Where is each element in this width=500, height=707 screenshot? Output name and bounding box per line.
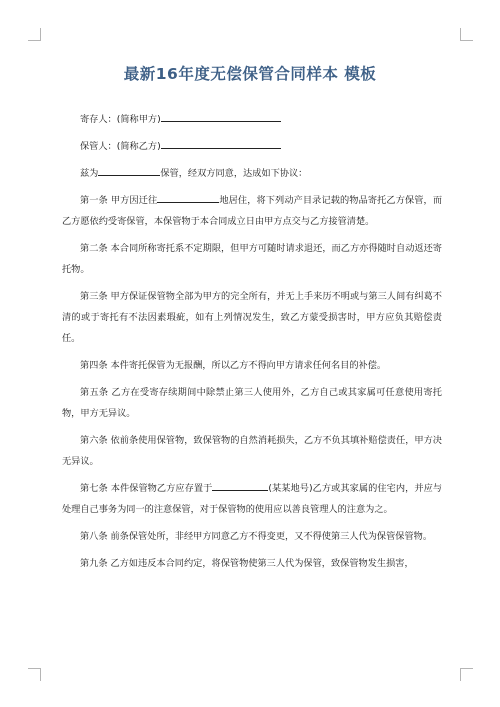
page-corner-mark-top-right [460, 28, 473, 41]
intro-paragraph [62, 163, 442, 184]
article-7-suffix: (某某地号)乙方或其家属的住宅内，并应与处理自己事务为同一的注意保管，对于保管物的使用应以善良管理人的注意为之。 [62, 483, 442, 515]
article-8: 第八条 前条保管处所，非经甲方同意乙方不得变更，又不得使第三人代为保管保管物。 [80, 531, 433, 542]
depositor-label: 寄存人：(简称甲方) [80, 114, 161, 125]
article-5: 第五条 乙方在受寄存续期间中除禁止第三人使用外，乙方自己或其家属可任意使用寄托物，甲方无异议。 [62, 387, 442, 419]
page-corner-mark-bottom-left [28, 668, 41, 681]
article-7-blank[interactable] [212, 482, 268, 491]
document-title: 最新16年度无偿保管合同样本 模板 [123, 65, 377, 83]
page-corner-mark-bottom-right [460, 668, 473, 681]
article-9: 第九条 乙方如违反本合同约定，将保管物使第三人代为保管，致保管物发生损害， [80, 558, 414, 569]
article-4: 第四条 本件寄托保管为无报酬，所以乙方不得向甲方请求任何名目的补偿。 [80, 360, 387, 371]
article-1-suffix: 地居住，将下列动产目录记载的物品寄托乙方保管，而乙方愿依约受寄保管，本保管物于本合同成立日由甲方点交与乙方接管清楚。 [62, 195, 443, 227]
article-1-prefix: 第一条 甲方因迁往 [80, 195, 158, 206]
depositor-line [62, 109, 442, 130]
document-body [62, 109, 442, 574]
article-1 [62, 190, 442, 232]
page-corner-mark-top-left [28, 28, 41, 41]
article-7-prefix: 第七条 本件保管物乙方应存置于 [80, 483, 213, 494]
keeper-label: 保管人：(简称乙方) [80, 141, 161, 152]
intro-suffix: 保管，经双方同意，达成如下协议： [160, 168, 308, 179]
article-2: 第二条 本合同所称寄托系不定期限，但甲方可随时请求退还，而乙方亦得随时自动返还寄托物。 [62, 243, 442, 275]
intro-blank[interactable] [98, 167, 160, 176]
depositor-blank[interactable] [161, 113, 281, 122]
article-6: 第六条 依前条使用保管物，致保管物的自然消耗损失，乙方不负其填补赔偿责任，甲方决无异议。 [62, 435, 442, 467]
keeper-blank[interactable] [161, 140, 281, 149]
intro-prefix: 兹为 [80, 168, 99, 179]
keeper-line [62, 136, 442, 157]
article-3: 第三条 甲方保证保管物全部为甲方的完全所有，并无上手来历不明或与第三人间有纠葛不清的或于寄托有不法因素瑕疵，如有上列情况发生，致乙方蒙受损害时，甲方应负其赔偿责任。 [62, 291, 442, 344]
article-7 [62, 478, 442, 520]
article-1-blank[interactable] [157, 194, 219, 203]
